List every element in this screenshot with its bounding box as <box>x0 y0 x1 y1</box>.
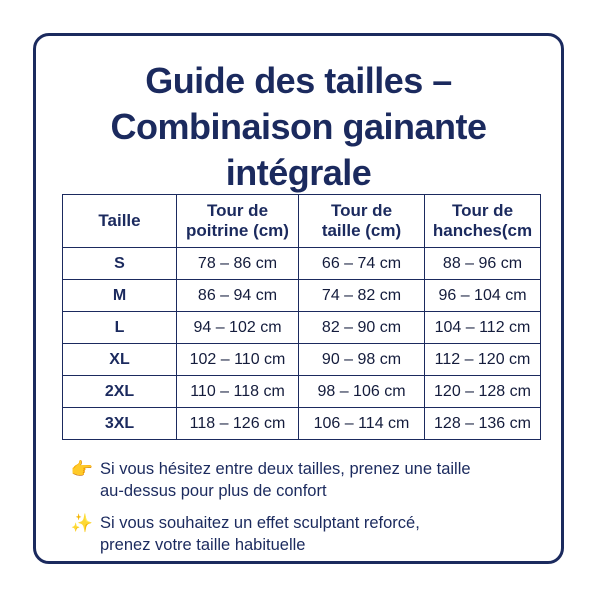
hips-cell: 104 – 112 cm <box>425 312 541 344</box>
hips-cell: 112 – 120 cm <box>425 344 541 376</box>
table-row <box>63 344 541 376</box>
waist-cell: 66 – 74 cm <box>299 248 425 280</box>
header-text: poitrine (cm) <box>186 221 289 240</box>
header-text: Tour de <box>206 201 269 220</box>
chest-cell: 118 – 126 cm <box>177 408 299 440</box>
tip-line: Si vous souhaitez un effet sculptant reforcé, <box>100 514 420 532</box>
page-title <box>36 58 561 196</box>
header-size <box>63 195 177 248</box>
size-cell: L <box>63 312 177 344</box>
waist-cell: 98 – 106 cm <box>299 376 425 408</box>
size-cell: S <box>63 248 177 280</box>
tip-text <box>100 512 420 556</box>
size-cell: M <box>63 280 177 312</box>
chest-cell: 78 – 86 cm <box>177 248 299 280</box>
title-line: Guide des tailles – <box>145 60 452 101</box>
table-row <box>63 248 541 280</box>
tip-line: prenez votre taille habituelle <box>100 536 306 554</box>
header-hips <box>425 195 541 248</box>
chest-cell: 102 – 110 cm <box>177 344 299 376</box>
header-text: Tour de <box>330 201 393 220</box>
table-row <box>63 312 541 344</box>
hips-cell: 88 – 96 cm <box>425 248 541 280</box>
size-cell: 2XL <box>63 376 177 408</box>
tip-item <box>64 458 534 502</box>
table-header-row <box>63 195 541 248</box>
size-table <box>62 194 541 440</box>
pointing-hand-icon: 👉 <box>70 459 94 479</box>
title-line: intégrale <box>225 152 372 193</box>
waist-cell: 82 – 90 cm <box>299 312 425 344</box>
waist-cell: 74 – 82 cm <box>299 280 425 312</box>
chest-cell: 94 – 102 cm <box>177 312 299 344</box>
size-guide-card <box>33 33 564 564</box>
header-text: Tour de <box>451 201 514 220</box>
header-text: taille (cm) <box>321 221 402 240</box>
tip-line: Si vous hésitez entre deux tailles, prenez une taille <box>100 460 471 478</box>
sparkles-icon: ✨ <box>70 513 94 533</box>
header-waist <box>299 195 425 248</box>
hips-cell: 96 – 104 cm <box>425 280 541 312</box>
table-row <box>63 408 541 440</box>
hips-cell: 120 – 128 cm <box>425 376 541 408</box>
header-text: hanches(cm <box>432 221 533 240</box>
waist-cell: 106 – 114 cm <box>299 408 425 440</box>
table-row <box>63 376 541 408</box>
tip-item <box>64 512 534 556</box>
title-line: Combinaison gainante <box>110 106 487 147</box>
chest-cell: 86 – 94 cm <box>177 280 299 312</box>
hips-cell: 128 – 136 cm <box>425 408 541 440</box>
header-text: Taille <box>98 211 141 230</box>
chest-cell: 110 – 118 cm <box>177 376 299 408</box>
waist-cell: 90 – 98 cm <box>299 344 425 376</box>
header-chest <box>177 195 299 248</box>
size-cell: XL <box>63 344 177 376</box>
table-row <box>63 280 541 312</box>
tip-text <box>100 458 471 502</box>
tip-line: au-dessus pour plus de confort <box>100 482 327 500</box>
tips-list <box>64 458 534 566</box>
size-cell: 3XL <box>63 408 177 440</box>
